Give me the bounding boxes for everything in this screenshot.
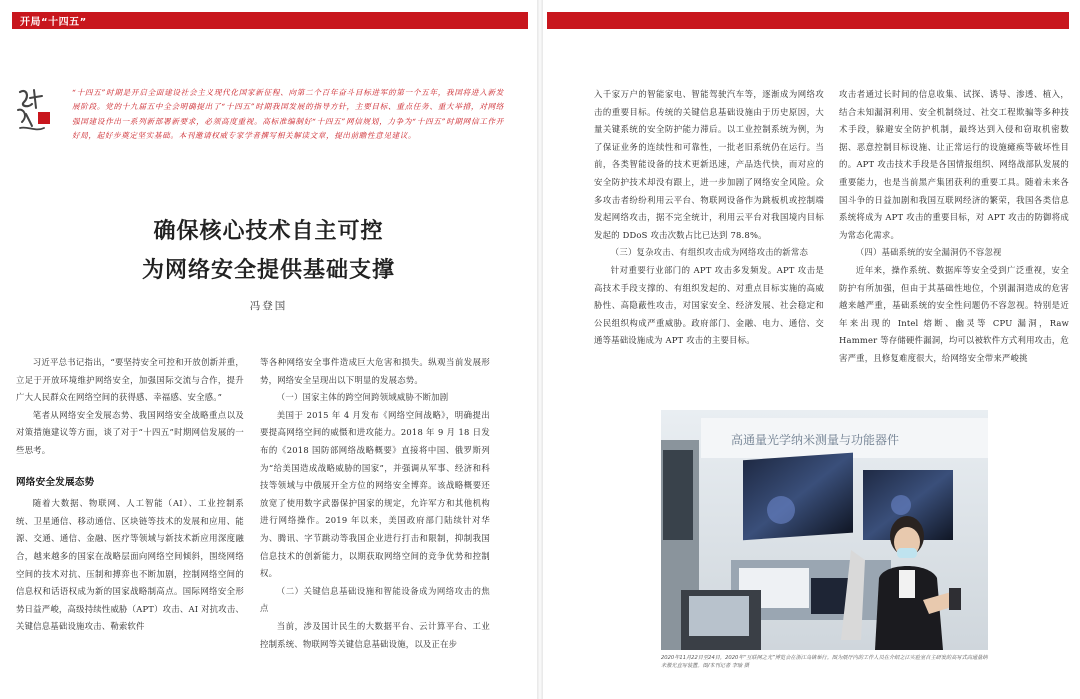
section-label: 开局“十四五” [20, 17, 87, 28]
paragraph: 针对重要行业部门的 APT 攻击多发频发。APT 攻击是高技术手段支撑的、有组织发起的、对重点目标实施的高威胁性、高隐蔽性攻击，对国家安全、经济发展、社会稳定和公民组织构成严重威胁。政府部门、金融、电力、通信、交通等基础设施成为 APT 攻击的主要目标。 [594, 264, 824, 346]
article-title-line1: 确保核心技术自主可控 [153, 219, 384, 244]
subsection-heading: （四）基础系统的安全漏洞仍不容忽视 [855, 247, 1002, 258]
paragraph: 近年来，操作系统、数据库等安全受到广泛重视，安全防护有所加强，但由于其基础性地位，个别漏洞造成的危害越来越严重，基础系统的安全性问题仍不容忽视。特别是近年来出现的 Intel 熔断、幽灵等 CPU 漏洞，Raw Hammer 等存储硬件漏洞，均可以被软件方式利用攻击，危害严重，且修复难度很大，给网络安全带来严峻挑 [839, 264, 1069, 363]
article-author: 冯登国 [249, 300, 288, 312]
left-page [0, 0, 537, 699]
column-1 [16, 354, 244, 636]
paragraph: 习近平总书记指出，“要坚持安全可控和开放创新并重，立足于开放环境维护网络安全，加强国际交流与合作，提升广大人民群众在网络空间的获得感、幸福感、安全感。” [16, 357, 244, 403]
subsection-heading: （二）关键信息基础设施和智能设备成为网络攻击的焦点 [260, 585, 490, 614]
editor-calligraphy-icon [14, 86, 58, 136]
paragraph: 笔者从网络安全发展态势、我国网络安全战略重点以及对策措施建议等方面，谈了对于“十四五”时期网信发展的一些思考。 [16, 409, 244, 455]
section-header-bar [12, 12, 528, 29]
subsection-heading: （一）国家主体的跨空间跨领域威胁不断加剧 [276, 392, 449, 403]
column-4 [839, 86, 1069, 368]
paragraph: 攻击者通过长时间的信息收集、试探、诱导、渗透、植入，结合未知漏洞利用、安全机制绕过、社交工程欺骗等多种技术手段，躲避安全防护机制，最终达到入侵和窃取机密数据、恶意控制目标设施、让正常运行的设施瘫痪等破坏性目的。APT 攻击技术手段是各国情报组织、网络战部队发展的重要能力，也是当前黑产集团获利的重要工具。随着未来各国斗争的日益加剧和我国互联网经济的繁荣，我国各类信息系统将成为 APT 攻击的重要目标，对 APT 攻击的防御将成为常态化需求。 [839, 89, 1069, 240]
paragraph: 入千家万户的智能家电、智能驾驶汽车等，逐渐成为网络攻击的重要目标。传统的关键信息基础设施由于历史原因，大量关键系统的安全防护能力滞后。以工业控制系统为例，为了保证业务的连续性和可靠性，一批老旧系统仍在运行。当前，各类智能设备的技术更新迅速，产品迭代快，而对应的安全防护技术却没有跟上，进一步加剧了网络安全风险。众多攻击者纷纷利用云平台、物联网设备作为跳板机或控制端发起网络攻击，据不完全统计，利用云平台对我国境内目标发起的 DDoS 攻击次数占比已达到 78.8%。 [594, 89, 824, 240]
paragraph: 美国于 2015 年 4 月发布《网络空间战略》，明确提出要提高网络空间的威慑和进攻能力。2018 年 9 月 18 日发布的《2018 国防部网络战略概要》直接将中国、俄罗斯列为“给美国造成战略威胁的国家”，并强调从军事、经济和科技等领域与中俄展开全方位的网络安全博弈。该战略概要还放宽了使用数字武器保护国家的规定，允许军方和其他机构进行网络操作。2019 年以来，美国政府部门陆续针对华为、腾讯、字节跳动等我国企业进行打击和限制，抑制我国信息技术的创新能力，以期获取网络空间的竞争优势和控制权。 [260, 409, 490, 579]
exhibition-photo [661, 410, 988, 650]
paragraph: 等各种网络安全事件造成巨大危害和损失。纵观当前发展形势，网络安全呈现出以下明显的发展态势。 [260, 357, 490, 385]
column-2 [260, 354, 490, 653]
editor-note-text: “十四五”时期是开启全面建设社会主义现代化国家新征程、向第二个百年奋斗目标进军的第一个五年，我国将进入新发展阶段。党的十九届五中全会明确提出了“十四五”时期我国发展的指导方针，主要目标、重点任务、重大举措，对网络强国建设作出一系列新部署新要求，必须高度重视。高标准编制好“十四五”网信规划，力争为“十四五”时期网信工作开好局，起好步奠定坚实基础。本刊邀请权威专家学者撰写相关解读文章，提出前瞻性意见建议。 [72, 88, 504, 141]
paragraph: 随着大数据、物联网、人工智能（AI）、工业控制系统、卫星通信、移动通信、区块链等技术的发展和应用、能源、交通、通信、金融、医疗等领域与新技术新应用深度融合，越来越多的国家在战略层面向网络空间倾斜，围绕网络空间的技术对抗、压制和搏弈也不断加剧，控制网络空间的信息权和话语权成为新的国家战略制高点。国际网络安全形势日益严峻，高级持续性威胁（APT）攻击、AI 对抗攻击、关键信息基础设施攻击、勒索软件 [16, 498, 244, 632]
paragraph: 当前，涉及国计民生的大数据平台、云计算平台、工业控制系统、物联网等关键信息基础设施，以及正在步 [260, 620, 490, 649]
article-title-line2: 为网络安全提供基础支撑 [141, 258, 395, 283]
column-3 [594, 86, 824, 350]
right-page [543, 0, 1080, 699]
section-header-bar-right [547, 12, 1069, 29]
exhibition-sign-text: 高通量光学纳米测量与功能器件 [731, 433, 900, 447]
editor-note-mark [14, 86, 58, 136]
section-heading: 网络安全发展态势 [16, 476, 95, 488]
subsection-heading: （三）复杂攻击、有组织攻击成为网络攻击的新常态 [610, 247, 809, 258]
exhibition-scene-image [661, 410, 988, 650]
photo-caption: 2020年11月22日至24日，2020年“互联网之光”博览会在浙江乌镇举行。图为展厅内的工作人员在介绍之江实验室自主研发的高写式高通量纳米激光直写装置。图/本刊记者 李瑜 摄 [661, 655, 988, 669]
